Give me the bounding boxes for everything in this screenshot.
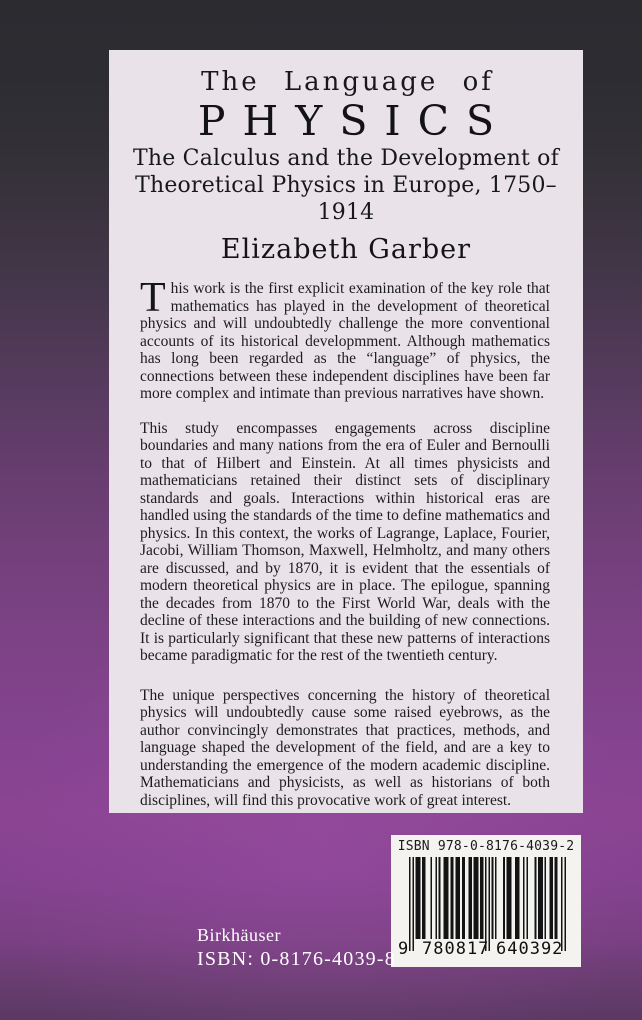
synopsis-paragraph-1 (140, 275, 550, 403)
synopsis-paragraph-1-text: his work is the first explicit examination of the key role that mathematics has played in the development of theoretical physics and will undoubtedly challenge the more conventional accounts of its historical developmment. Although mathematics has long been regarded as the “language” of physics, the connections between these independent disciplines have been far more complex and intimate than previous narratives have shown. (140, 280, 550, 402)
imprint-block (197, 924, 396, 971)
series-title: The Language of (201, 67, 494, 97)
back-cover-panel (109, 50, 583, 813)
isbn-barcode (391, 835, 581, 967)
dropcap-initial: T (140, 275, 166, 321)
author-name: Elizabeth Garber (220, 234, 472, 265)
barcode-bars (409, 857, 566, 951)
synopsis (140, 275, 550, 809)
isbn10-text: ISBN: 0-8176-4039-8 (197, 948, 396, 970)
synopsis-paragraph-2: This study encompasses engagements across discipline boundaries and many nations from the era of Euler and Bernoulli to that of Hilbert and Einstein. At all times physicists and mathematicians retained their distinct sets of disciplinary standards and goals. Interactions within historical eras are handled using the standards of the time to define mathematics and physics. In this context, the works of Lagrange, Laplace, Fourier, Jacobi, William Thomson, Maxwell, Helmholtz, and many others are discussed, and by 1870, it is evident that the essentials of modern theoretical physics are in place. The epilogue, spanning the decades from 1870 to the First World War, deals with the decline of these interactions and the building of new connections. It is particularly significant that these new patterns of interactions became paradigmatic for the rest of the twentieth century. (140, 419, 550, 664)
barcode-digit-lead: 9 (398, 939, 410, 959)
barcode-isbn13-label: ISBN 978-0-8176-4039-2 (397, 839, 575, 854)
synopsis-paragraph-3: The unique perspectives concerning the history of theoretical physics will undoubtedly cause some raised eyebrows, as the author convincingly demonstrates that practices, methods, and language shaped the development of the field, and are a key to understanding the emergence of the modern academic discipline. Mathematicians and physicists, as well as historians of both disciplines, will find this provocative work of great interest. (140, 686, 550, 809)
book-title: PHYSICS (197, 97, 512, 145)
barcode-digit-group1: 780817 (422, 939, 490, 959)
subtitle-line-2: Theoretical Physics in Europe, 1750–1914 (135, 173, 557, 225)
barcode-digit-group2: 640392 (496, 939, 564, 959)
publisher-name: Birkhäuser (197, 925, 281, 945)
subtitle-line-1: The Calculus and the Development of (133, 146, 559, 171)
